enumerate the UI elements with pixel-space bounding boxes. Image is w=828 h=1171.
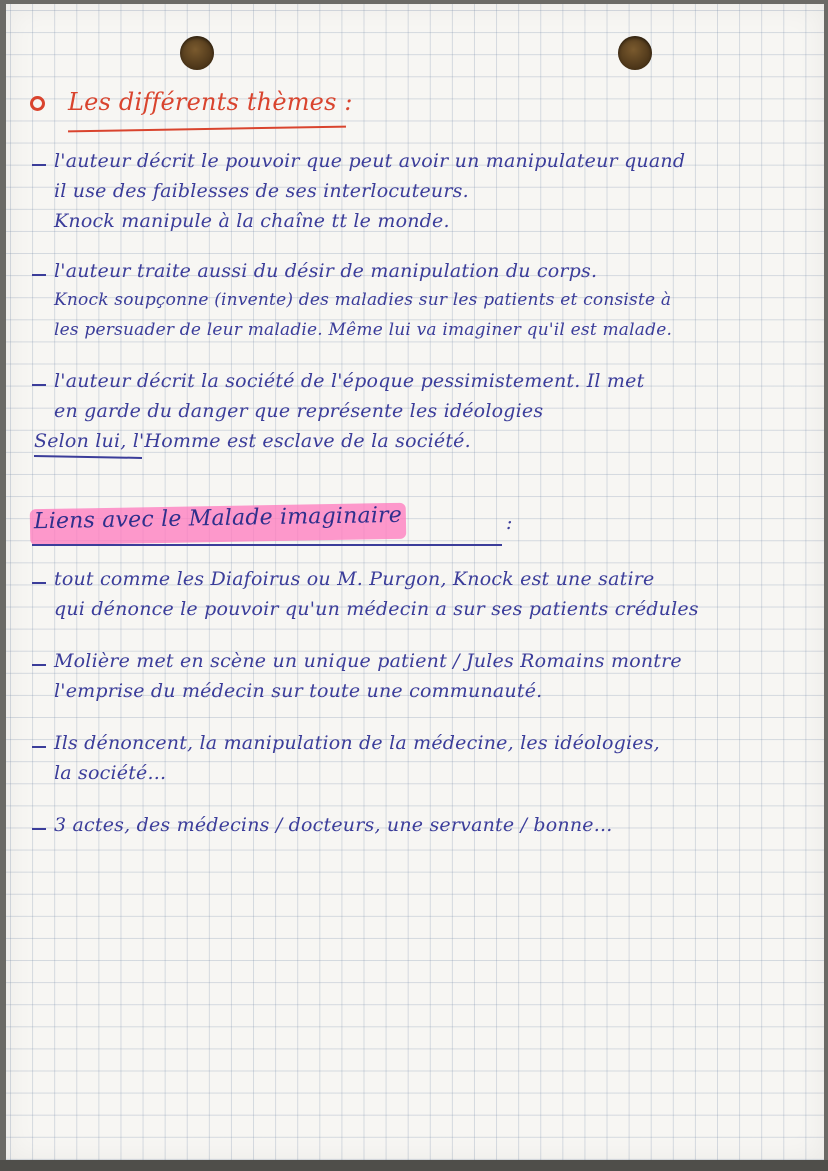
dash-bullet [32,274,46,276]
note-line: l'emprise du médecin sur toute une communauté. [54,680,543,702]
dash-bullet [32,384,46,386]
note-line: tout comme les Diafoirus ou M. Purgon, Knock est une satire [54,568,655,590]
note-line: l'auteur traite aussi du désir de manipulation du corps. [54,260,598,282]
note-line: l'auteur décrit le pouvoir que peut avoir un manipulateur quand [54,150,686,172]
note-line: Selon lui, l'Homme est esclave de la société. [34,430,471,452]
note-line: Knock manipule à la chaîne tt le monde. [54,210,450,232]
note-line: il use des faiblesses de ses interlocuteurs. [54,180,469,202]
dash-bullet [32,582,46,584]
section-heading-themes: Les différents thèmes : [68,88,353,116]
highlighted-heading [30,503,407,546]
note-line: Ils dénoncent, la manipulation de la médecine, les idéologies, [54,732,660,754]
dash-bullet [32,746,46,748]
dash-bullet [32,828,46,830]
note-line: Knock soupçonne (invente) des maladies sur les patients et consiste à [54,290,672,310]
note-line: qui dénonce le pouvoir qu'un médecin a sur ses patients crédules [54,598,699,620]
note-line: la société... [54,762,167,784]
notebook-page [6,4,824,1162]
note-line: Molière met en scène un unique patient / Jules Romains montre [54,650,682,672]
note-line: en garde du danger que représente les idéologies [54,400,544,422]
note-line: 3 actes, des médecins / docteurs, une servante / bonne... [54,814,613,836]
binder-hole [618,36,652,70]
underline [34,455,142,459]
heading-colon: : [506,512,513,534]
binder-hole [180,36,214,70]
note-line: les persuader de leur maladie. Même lui va imaginer qu'il est malade. [54,320,673,340]
bullet-circle-icon [30,96,45,111]
dash-bullet [32,664,46,666]
note-line: l'auteur décrit la société de l'époque pessimistement. Il met [54,370,645,392]
heading-underline [68,126,346,133]
dash-bullet [32,164,46,166]
section-heading-links: Liens avec le Malade imaginaire [33,502,403,535]
heading-underline [32,544,502,546]
desk-edge [0,1160,828,1171]
